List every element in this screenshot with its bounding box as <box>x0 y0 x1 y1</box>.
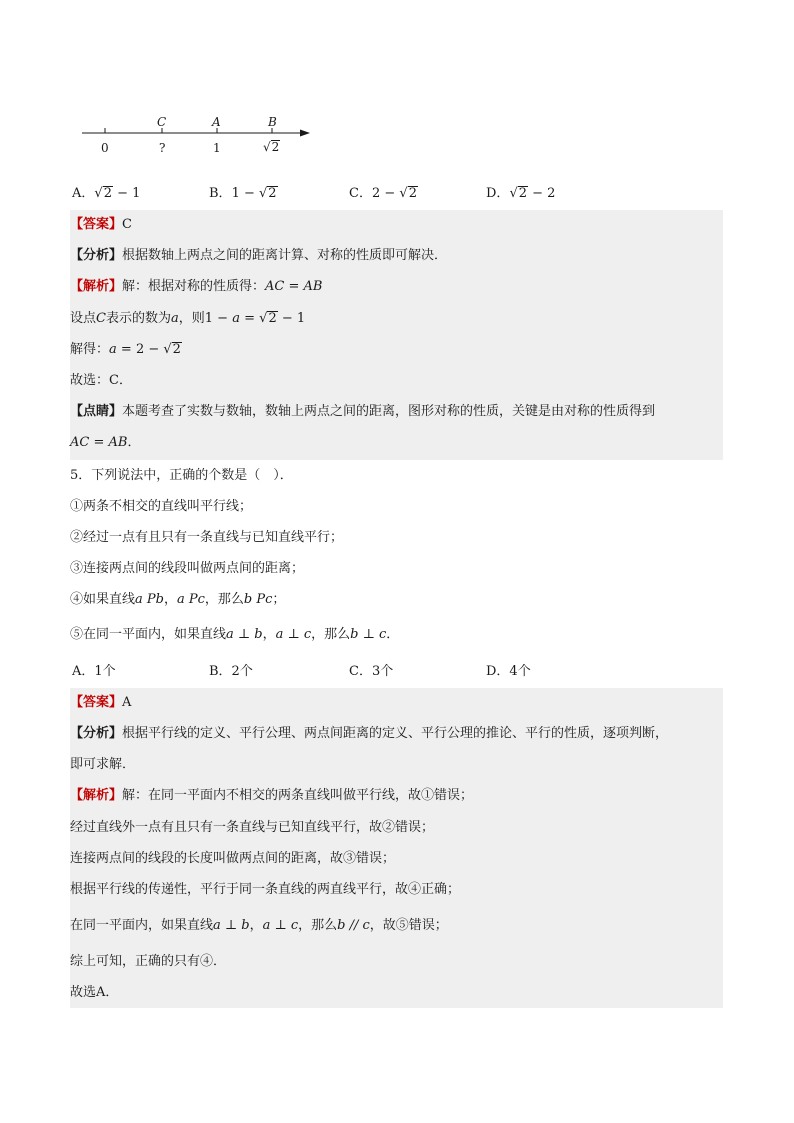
q5-statement-4: ④如果直线a Pb，a Pc，那么b Pc； <box>70 592 286 607</box>
point-a-label: A <box>212 115 221 129</box>
q5-statement-3: ③连接两点间的线段叫做两点间的距离； <box>70 561 305 576</box>
tick-label-sqrt2 <box>263 140 280 154</box>
q5-solution-3: 连接两点间的线段的长度叫做两点间的距离，故③错误； <box>70 851 396 866</box>
q5-solution-7: 故选A． <box>70 985 119 1000</box>
q5-solution-6: 综上可知，正确的只有④． <box>70 954 227 969</box>
q4-option-d: D．√2 − 2 <box>486 186 556 201</box>
q5-solution-2: 经过直线外一点有且只有一条直线与已知直线平行，故②错误； <box>70 820 435 835</box>
q5-option-a: A．1个 <box>72 664 116 679</box>
q5-statement-2: ②经过一点有且只有一条直线与已知直线平行； <box>70 530 344 545</box>
q5-option-c: C．3个 <box>349 664 394 679</box>
q4-solution-3: 解得：a = 2 − √2 <box>70 342 181 357</box>
axis-arrow <box>300 130 310 137</box>
q5-option-b: B．2个 <box>209 664 253 679</box>
q4-option-b: B．1 − √2 <box>209 186 277 201</box>
q4-analysis: 【分析】根据数轴上两点之间的距离计算、对称的性质即可解决． <box>70 248 448 263</box>
q5-analysis-1: 【分析】根据平行线的定义、平行公理、两点间距离的定义、平行公理的推论、平行的性质，逐项判断， <box>70 726 669 741</box>
q4-comment-2: AC = AB． <box>70 435 141 450</box>
q4-solution-2: 设点C表示的数为a，则1 − a = √2 − 1 <box>70 311 306 326</box>
sqrt-radicand: 2 <box>271 140 280 154</box>
tick-label-1: 1 <box>213 141 221 155</box>
number-line-svg <box>78 110 318 170</box>
q5-solution-4: 根据平行线的传递性，平行于同一条直线的两直线平行，故④正确； <box>70 882 461 897</box>
point-b-label: B <box>268 115 277 129</box>
q5-option-d: D．4个 <box>486 664 531 679</box>
q5-answer: 【答案】A <box>70 695 132 710</box>
tick-label-c: ? <box>159 141 166 155</box>
q4-answer: 【答案】C <box>70 217 132 232</box>
q5-statement-5: ⑤在同一平面内，如果直线a ⊥ b，a ⊥ c，那么b ⊥ c． <box>70 627 400 642</box>
q4-solution-4: 故选：C． <box>70 373 132 388</box>
q5-analysis-2: 即可求解． <box>70 757 136 772</box>
sqrt-symbol: √ <box>263 140 271 154</box>
q4-comment-1: 【点睛】本题考查了实数与数轴，数轴上两点之间的距离，图形对称的性质，关键是由对称的性质得到 <box>70 404 656 419</box>
q5-stem: 5．下列说法中，正确的个数是（ ）． <box>70 468 293 483</box>
q4-solution-1: 【解析】解：根据对称的性质得：AC = AB <box>70 279 323 294</box>
tick-label-0: 0 <box>101 141 109 155</box>
q4-option-a: A．√2 − 1 <box>72 186 141 201</box>
number-line-figure <box>78 110 318 170</box>
q5-solution-5: 在同一平面内，如果直线a ⊥ b，a ⊥ c，那么b // c，故⑤错误； <box>70 918 448 933</box>
point-c-label: C <box>157 115 167 129</box>
q4-option-c: C．2 − √2 <box>349 186 417 201</box>
q5-statement-1: ①两条不相交的直线叫平行线； <box>70 499 253 514</box>
q5-solution-1: 【解析】解：在同一平面内不相交的两条直线叫做平行线，故①错误； <box>70 788 474 803</box>
